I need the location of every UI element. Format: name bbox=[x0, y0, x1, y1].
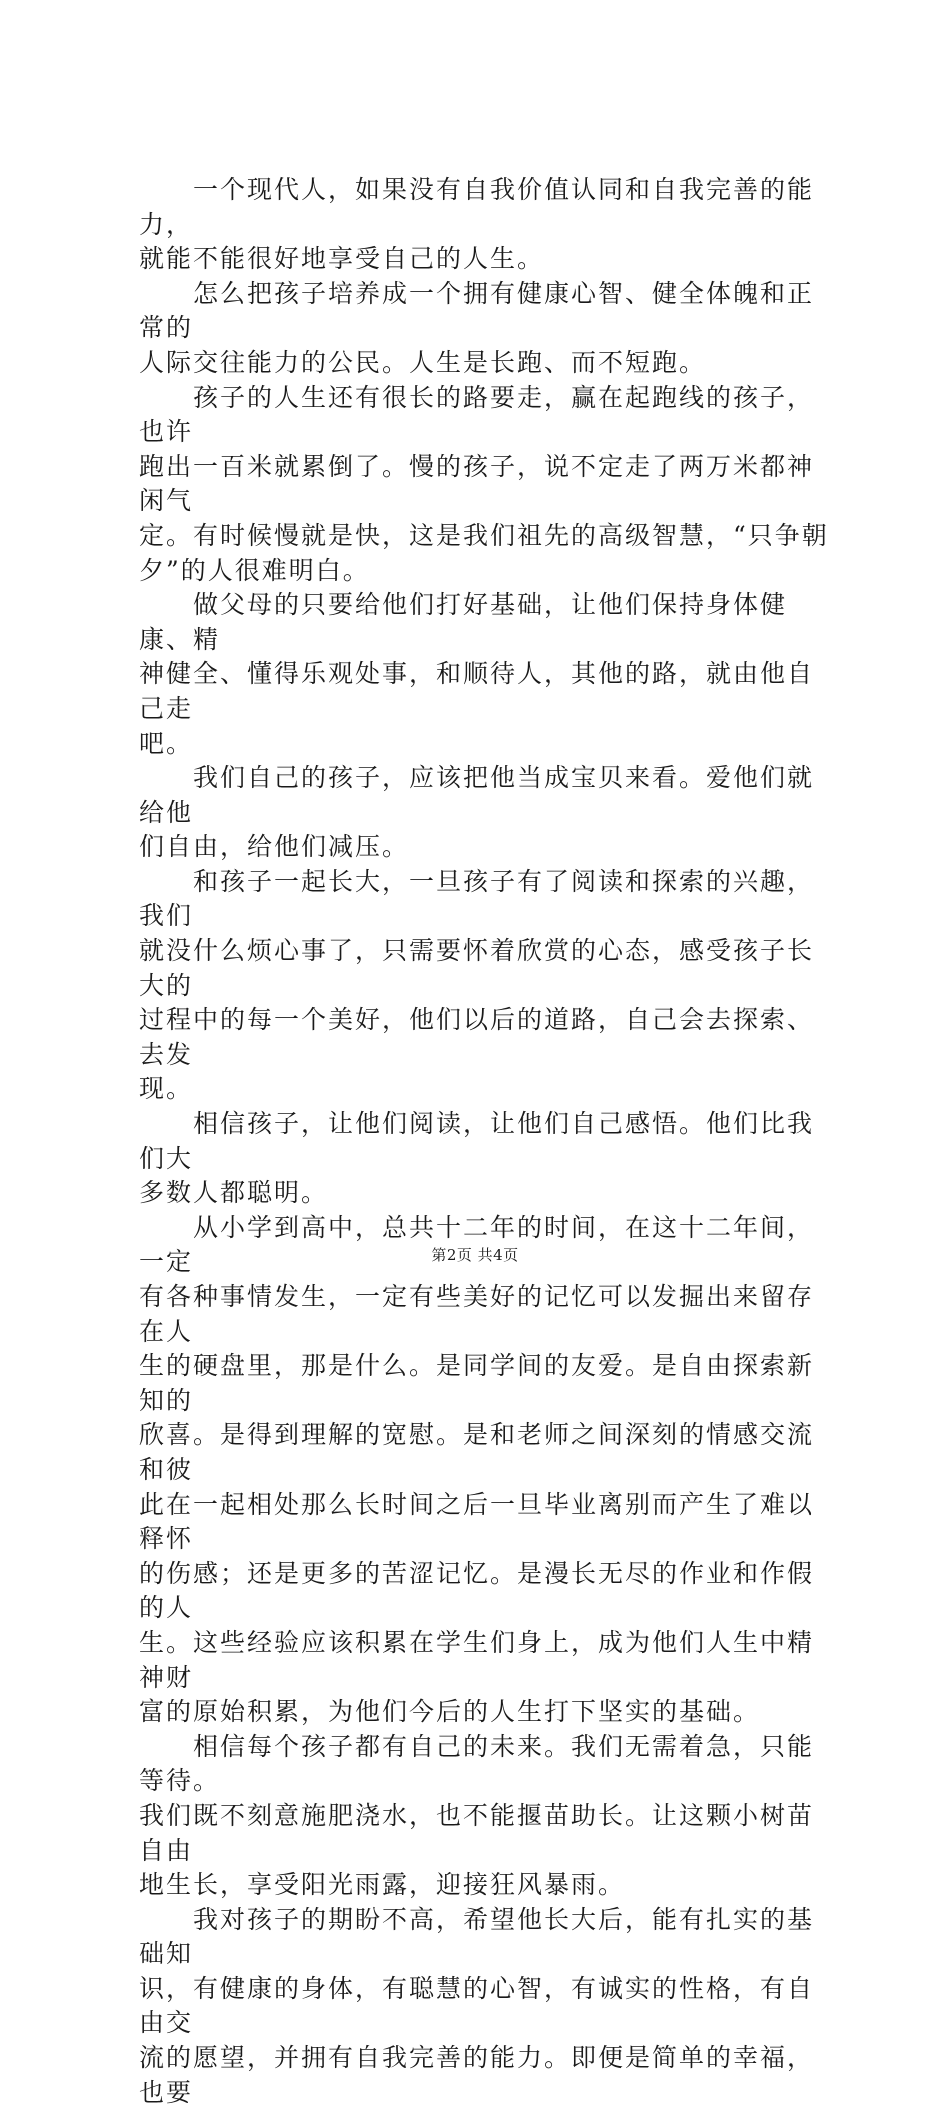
paragraph-9 bbox=[139, 1730, 839, 1903]
paragraph-2 bbox=[139, 277, 839, 381]
text-line: 夕”的人很难明白。 bbox=[139, 555, 370, 585]
text-line: 做父母的只要给他们打好基础，让他们保持身体健康、精 bbox=[139, 590, 788, 654]
paragraph-3 bbox=[139, 381, 839, 589]
text-line: 多数人都聪明。 bbox=[139, 1178, 329, 1208]
paragraph-5 bbox=[139, 761, 839, 865]
text-line: 怎么把孩子培养成一个拥有健康心智、健全体魄和正常的 bbox=[139, 278, 815, 343]
paragraph-10 bbox=[139, 1903, 839, 2110]
text-line: 有各种事情发生，一定有些美好的记忆可以发掘出来留存在人 bbox=[139, 1282, 815, 1346]
paragraph-1 bbox=[139, 173, 839, 277]
paragraph-8 bbox=[139, 1211, 839, 1730]
page-number: 第2页 共4页 bbox=[431, 1246, 519, 1264]
text-line: 我对孩子的期盼不高，希望他长大后，能有扎实的基础知 bbox=[139, 1904, 815, 1969]
paragraph-4 bbox=[139, 588, 839, 761]
text-line: 们自由，给他们减压。 bbox=[139, 832, 410, 862]
text-line: 的伤感；还是更多的苦涩记忆。是漫长无尽的作业和作假的人 bbox=[139, 1558, 815, 1623]
text-line: 吧。 bbox=[139, 728, 194, 758]
text-line: 现。 bbox=[139, 1074, 194, 1104]
text-line: 相信孩子，让他们阅读，让他们自己感悟。他们比我们大 bbox=[139, 1109, 815, 1173]
text-line: 神健全、懂得乐观处事，和顺待人，其他的路，就由他自己走 bbox=[139, 659, 815, 723]
text-line: 我们自己的孩子，应该把他当成宝贝来看。爱他们就给他 bbox=[139, 763, 815, 827]
text-line: 和孩子一起长大，一旦孩子有了阅读和探索的兴趣，我们 bbox=[139, 866, 815, 931]
text-line: 欣喜。是得到理解的宽慰。是和老师之间深刻的情感交流和彼 bbox=[139, 1420, 815, 1484]
text-line: 生。这些经验应该积累在学生们身上，成为他们人生中精神财 bbox=[139, 1627, 815, 1692]
text-line: 跑出一百米就累倒了。慢的孩子，说不定走了两万米都神闲气 bbox=[139, 451, 815, 516]
text-line: 此在一起相处那么长时间之后一旦毕业离别而产生了难以释怀 bbox=[139, 1489, 815, 1554]
text-line: 就没什么烦心事了，只需要怀着欣赏的心态，感受孩子长大的 bbox=[139, 936, 815, 1000]
text-line: 定。有时候慢就是快，这是我们祖先的高级智慧，“只争朝 bbox=[139, 520, 829, 550]
text-line: 我们既不刻意施肥浇水，也不能揠苗助长。让这颗小树苗自由 bbox=[139, 1800, 815, 1865]
text-line: 从小学到高中，总共十二年的时间，在这十二年间，一定 bbox=[139, 1212, 815, 1277]
text-line: 地生长，享受阳光雨露，迎接狂风暴雨。 bbox=[139, 1870, 626, 1900]
body-text bbox=[139, 173, 839, 2110]
text-line: 生的硬盘里，那是什么。是同学间的友爱。是自由探索新知的 bbox=[139, 1351, 815, 1415]
text-line: 就能不能很好地享受自己的人生。 bbox=[139, 244, 545, 274]
text-line: 孩子的人生还有很长的路要走，赢在起跑线的孩子，也许 bbox=[139, 382, 815, 447]
text-line: 一个现代人，如果没有自我价值认同和自我完善的能力， bbox=[139, 175, 815, 239]
text-line: 过程中的每一个美好，他们以后的道路，自己会去探索、去发 bbox=[139, 1005, 815, 1069]
text-line: 识，有健康的身体，有聪慧的心智，有诚实的性格，有自由交 bbox=[139, 1973, 815, 2038]
text-line: 富的原始积累，为他们今后的人生打下坚实的基础。 bbox=[139, 1697, 761, 1727]
text-line: 人际交往能力的公民。人生是长跑、而不短跑。 bbox=[139, 347, 707, 377]
paragraph-6 bbox=[139, 865, 839, 1107]
text-line: 相信每个孩子都有自己的未来。我们无需着急，只能等待。 bbox=[139, 1731, 815, 1796]
paragraph-7 bbox=[139, 1107, 839, 1211]
text-line: 流的愿望，并拥有自我完善的能力。即便是简单的幸福，也要 bbox=[139, 2043, 815, 2107]
